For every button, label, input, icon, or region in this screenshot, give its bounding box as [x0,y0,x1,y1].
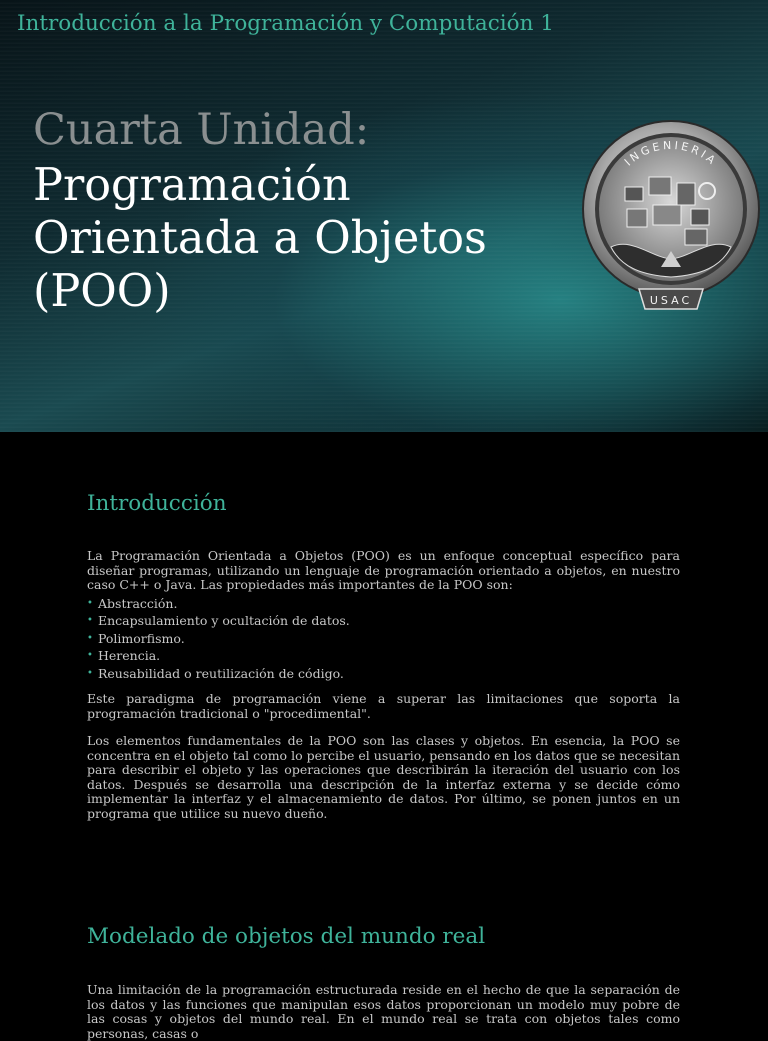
bullet-icon: • [87,598,93,609]
list-item-text: Abstracción. [98,596,178,611]
unit-title: Cuarta Unidad: [33,105,370,155]
section-heading-intro: Introducción [87,491,227,516]
list-item-text: Polimorfismo. [98,630,185,646]
main-title-line: (POO) [33,266,171,317]
svg-text:INGENIERIA: INGENIERIA [621,138,720,169]
bullet-icon: • [87,667,93,679]
list-item [87,595,350,612]
list-item [87,665,350,682]
section-heading-model: Modelado de objetos del mundo real [87,924,486,949]
list-item-text: Encapsulamiento y ocultación de datos. [98,613,350,629]
list-item [87,630,350,647]
list-item [87,647,350,664]
main-title-line: Orientada a Objetos [33,213,487,264]
list-item-text: Reusabilidad o reutilización de código. [98,665,344,681]
bullet-icon: • [87,632,93,644]
paradigm-paragraph: Este paradigma de programación viene a superar las limitaciones que soporta la programación tradicional o "procedimental". [87,691,680,721]
svg-text:USAC: USAC [649,294,693,307]
properties-list [87,595,350,682]
model-paragraph: Una limitación de la programación estructurada reside en el hecho de que la separación de los datos y las funciones que manipulan esos datos proporcionan un modelo muy pobre de las cosas y objetos del mundo real. En el mundo real se trata con objetos tales como personas, casas o [87,982,680,1041]
main-title-line: Programación [33,160,351,211]
bullet-icon: • [87,650,93,662]
usac-engineering-seal-logo [581,117,761,313]
course-title: Introducción a la Programación y Computación 1 [17,11,554,36]
list-item-text: Herencia. [98,648,161,664]
title-banner [0,0,768,432]
main-title [33,159,487,318]
list-item [87,612,350,629]
intro-paragraph: La Programación Orientada a Objetos (POO) es un enfoque conceptual específico para diseñar programas, utilizando un lenguaje de programación orientado a objetos, en nuestro caso C++ o Java. Las propiedades más importantes de la POO son: [87,548,680,593]
bullet-icon: • [87,615,93,627]
elements-paragraph: Los elementos fundamentales de la POO son las clases y objetos. En esencia, la POO se concentra en el objeto tal como lo percibe el usuario, pensando en los datos que se necesitan para describir el objeto y las operaciones que describirán la iteración del usuario con los datos. Después se desarrolla una descripción de la interfaz externa y se decide cómo implementar la interfaz y el almacenamiento de datos. Por último, se ponen juntos en un programa que utilice su nuevo dueño. [87,733,680,821]
